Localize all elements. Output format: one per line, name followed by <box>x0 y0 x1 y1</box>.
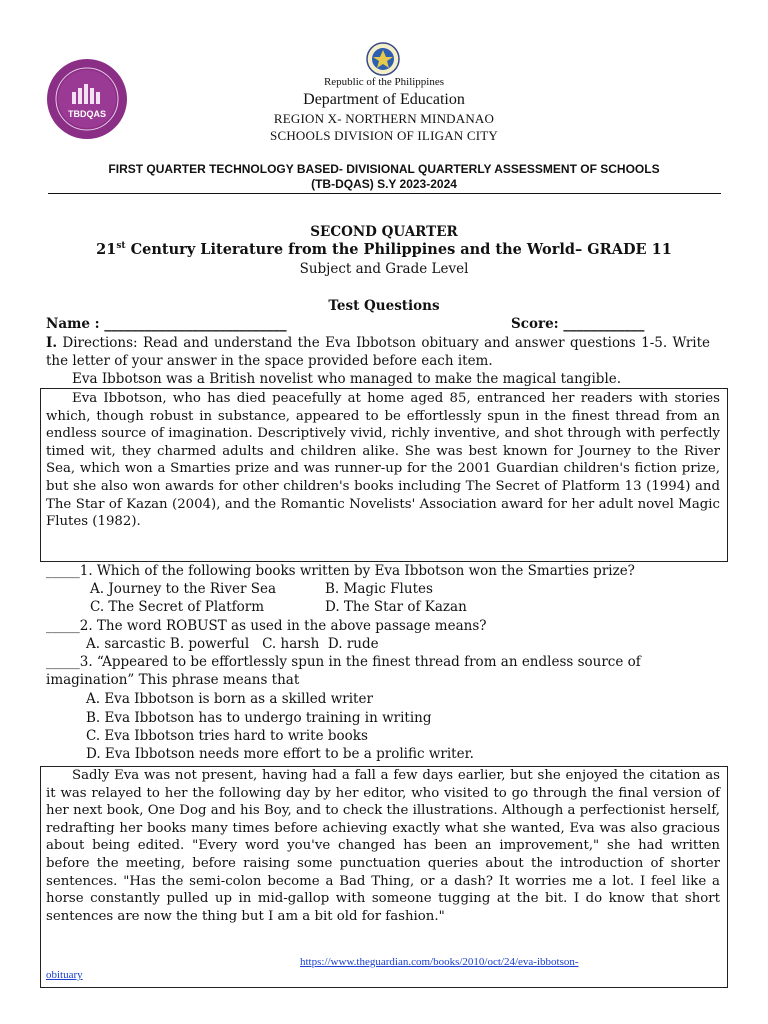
q3-option-d: D. Eva Ibbotson needs more effort to be a prolific writer. <box>86 746 474 762</box>
logo-wordmark: TBDQAS <box>68 109 106 119</box>
score-field[interactable]: Score: ____________ <box>511 316 645 332</box>
source-link[interactable]: https://www.theguardian.com/books/2010/oct/24/eva-ibbotson- <box>300 956 579 968</box>
question-3: _____3. “Appeared to be effortlessly spun in the finest thread from an endless source of <box>46 654 641 670</box>
subject-title: 21st Century Literature from the Philippines and the World– GRADE 11 <box>96 241 672 258</box>
source-link-cont[interactable]: obituary <box>46 969 83 981</box>
q2-options: A. sarcastic B. powerful C. harsh D. rude <box>86 636 379 652</box>
assessment-year: (TB-DQAS) S.Y 2023-2024 <box>311 177 457 191</box>
assessment-title: FIRST QUARTER TECHNOLOGY BASED- DIVISIONAL QUARTERLY ASSESSMENT OF SCHOOLS <box>108 162 660 176</box>
q3-option-a: A. Eva Ibbotson is born as a skilled writer <box>86 691 373 707</box>
quarter-title: SECOND QUARTER <box>310 224 458 240</box>
q1-option-b: B. Magic Flutes <box>325 581 433 597</box>
passage1-text: Eva Ibbotson, who has died peacefully at home aged 85, entranced her readers with stories which, though robust in substance, appeared to be effortlessly spun in the finest thread from an endless source of imagination. Descriptively vivid, richly inventive, and shot through with perfectly timed wit, they charmed adults and children alike. She was best known for Journey to the River Sea, which won a Smarties prize and was runner-up for the 2001 Guardian children's fiction prize, but she also won awards for other children's books including The Secret of Platform 13 (1994) and The Star of Kazan (2004), and the Romantic Novelists' Association award for her adult novel Magic Flutes (1982). <box>46 391 720 530</box>
question-3-cont: imagination” This phrase means that <box>46 672 300 688</box>
header-region: REGION X- NORTHERN MINDANAO <box>273 111 495 126</box>
header-divider <box>48 193 721 194</box>
header-republic: Republic of the Philippines <box>323 76 445 88</box>
subject-caption: Subject and Grade Level <box>299 261 469 277</box>
question-1: _____1. Which of the following books written by Eva Ibbotson won the Smarties prize? <box>46 563 635 579</box>
deped-seal-icon <box>366 42 400 76</box>
q1-option-a: A. Journey to the River Sea <box>90 581 276 597</box>
section-title: Test Questions <box>328 298 440 314</box>
q1-option-c: C. The Secret of Platform <box>90 599 265 615</box>
header-department: Department of Education <box>303 91 465 108</box>
name-field[interactable]: Name : ___________________________ <box>46 316 287 332</box>
passage2-text: Sadly Eva was not present, having had a fall a few days earlier, but she enjoyed the citation as it was relayed to her the following day by her editor, who visited to go through the final version of her next book, One Dog and his Boy, and to check the illustrations. Although a perfectionist herself, redrafting her books many times before achieving exactly what she wanted, Eva was also gracious about being edited. "Every word you've changed has been an improvement," she had written before the meeting, before raising some punctuation queries about the introduction of shorter sentences. "Has the semi-colon become a Bad Thing, or a dash? It worries me a lot. I feel like a horse constantly pulled up in mid-gallop with someone tugging at the bit. I do know that short sentences are now the thing but I am a bit old for fashion." <box>46 768 720 924</box>
passage-intro: Eva Ibbotson was a British novelist who managed to make the magical tangible. <box>72 371 622 387</box>
question-2: _____2. The word ROBUST as used in the above passage means? <box>46 618 487 634</box>
header-division: SCHOOLS DIVISION OF ILIGAN CITY <box>270 128 498 143</box>
q3-option-c: C. Eva Ibbotson tries hard to write books <box>86 728 368 744</box>
q1-option-d: D. The Star of Kazan <box>325 599 467 615</box>
directions: I. Directions: Read and understand the Eva Ibbotson obituary and answer questions 1-5. Write the letter of your answer in the space provided before each item. <box>46 335 710 370</box>
q3-option-b: B. Eva Ibbotson has to undergo training in writing <box>86 710 432 726</box>
